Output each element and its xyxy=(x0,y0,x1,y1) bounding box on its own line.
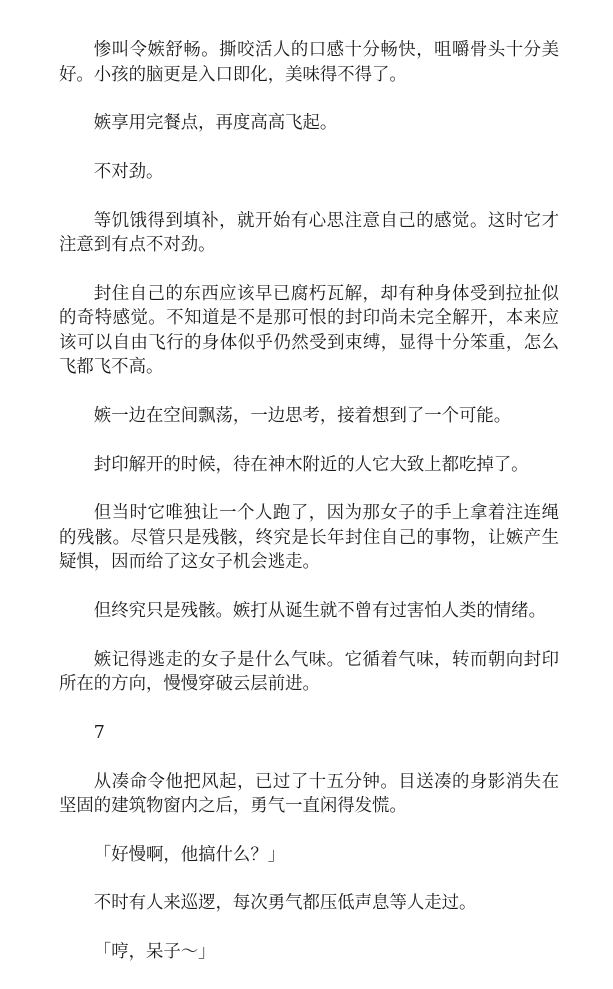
paragraph-6: 嫉一边在空间飘荡，一边思考，接着想到了一个可能。 xyxy=(93,405,512,426)
dialogue-2: 「哼，呆子～」 xyxy=(93,942,216,963)
paragraph-3: 不对劲。 xyxy=(93,161,164,182)
dialogue-1: 「好慢啊，他搞什么？」 xyxy=(93,844,286,865)
paragraph-10: 嫉记得逃走的女子是什么气味。它循着气味，转而朝向封印所在的方向，慢慢穿破云层前进。 xyxy=(59,649,559,695)
document-page xyxy=(59,38,559,989)
paragraph-7: 封印解开的时候，待在神木附近的人它大致上都吃掉了。 xyxy=(93,454,529,475)
paragraph-8: 但当时它唯独让一个人跑了，因为那女子的手上拿着注连绳的残骸。尽管只是残骸，终究是长年封住自己的事物，让嫉产生疑惧，因而给了这女子机会逃走。 xyxy=(59,503,559,573)
paragraph-9: 但终究只是残骸。嫉打从诞生就不曾有过害怕人类的情绪。 xyxy=(93,601,546,621)
paragraph-1: 惨叫令嫉舒畅。撕咬活人的口感十分畅快，咀嚼骨头十分美好。小孩的脑更是入口即化，美味得不得了。 xyxy=(59,40,559,85)
paragraph-2: 嫉享用完餐点，再度高高飞起。 xyxy=(93,113,338,134)
section-number: 7 xyxy=(93,722,105,743)
paragraph-5: 封住自己的东西应该早已腐朽瓦解，却有种身体受到拉扯似的奇特感觉。不知道是不是那可恨的封印尚未完全解开，本来应该可以自由飞行的身体似乎仍然受到束缚，显得十分笨重，怎么飞都飞不高。 xyxy=(59,283,559,378)
paragraph-4: 等饥饿得到填补，就开始有心思注意自己的感觉。这时它才注意到有点不对劲。 xyxy=(59,210,559,256)
paragraph-11: 从凑命令他把风起，已过了十五分钟。目送凑的身影消失在坚固的建筑物窗内之后，勇气一直闲得发慌。 xyxy=(59,771,559,817)
paragraph-12: 不时有人来巡逻，每次勇气都压低声息等人走过。 xyxy=(93,893,477,914)
